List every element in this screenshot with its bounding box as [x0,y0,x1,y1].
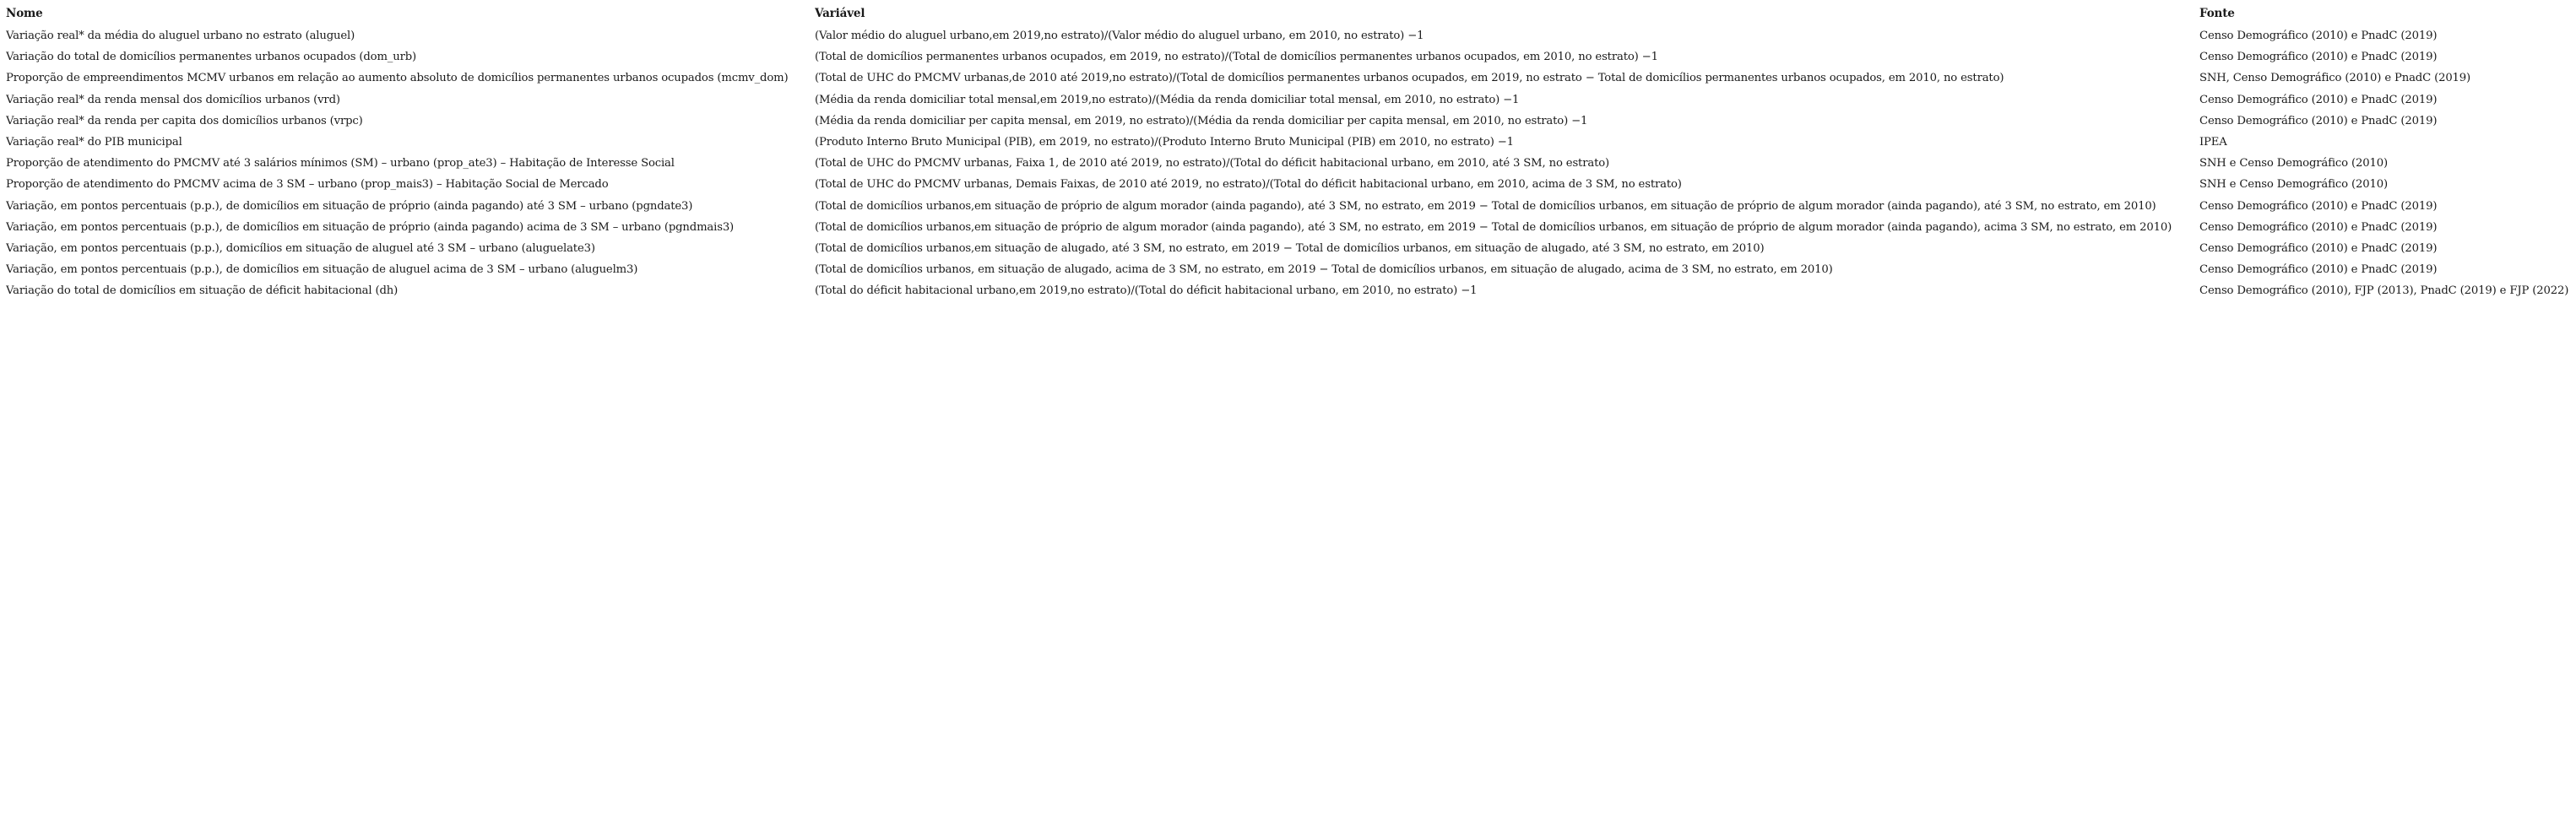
cell-variavel: (Valor médio do aluguel urbano,em 2019,no estrato)/(Valor médio do aluguel urbano, em 2010, no estrato) −1 [815,30,1424,42]
cell-fonte: Censo Demográfico (2010), FJP (2013), PnadC (2019) e FJP (2022) [2199,284,2569,298]
cell-fonte: Censo Demográfico (2010) e PnadC (2019) [2199,242,2438,256]
header-nome: Nome [6,7,43,20]
cell-fonte: Censo Demográfico (2010) e PnadC (2019) [2199,51,2438,64]
cell-variavel: (Produto Interno Bruto Municipal (PIB), em 2019, no estrato)/(Produto Interno Bruto Municipal (PIB) em 2010, no estrato) −1 [815,136,1514,149]
table-row [6,217,2573,238]
cell-nome: Variação, em pontos percentuais (p.p.), de domicílios em situação de próprio (ainda pagando) acima de 3 SM – urbano (pgndmais3) [6,220,735,234]
cell-nome: Proporção de empreendimentos MCMV urbanos em relação ao aumento absoluto de domicílios permanentes urbanos ocupados (mcmv_dom) [6,72,789,85]
cell-fonte: Censo Demográfico (2010) e PnadC (2019) [2199,114,2438,127]
table-row [6,89,2573,111]
cell-fonte: Censo Demográfico (2010) e PnadC (2019) [2199,30,2438,42]
cell-variavel: (Total de UHC do PMCMV urbanas,de 2010 até 2019,no estrato)/(Total de domicílios permanentes urbanos ocupados, em 2019, no estrato − Total de domicílios permanentes urbanos ocupados, em 2010, no estrato) [815,72,2004,85]
cell-fonte: Censo Demográfico (2010) e PnadC (2019) [2199,93,2438,106]
cell-nome: Variação, em pontos percentuais (p.p.), de domicílios em situação de aluguel acima de 3 SM – urbano (aluguelm3) [6,263,638,277]
table-row [6,174,2573,195]
table-row [6,25,2573,46]
table-row [6,132,2573,153]
cell-variavel: (Média da renda domiciliar total mensal,em 2019,no estrato)/(Média da renda domiciliar total mensal, em 2010, no estrato) −1 [815,93,1520,106]
table-row [6,46,2573,68]
header-variavel: Variável [815,7,865,20]
table-header-row [6,5,2573,25]
variables-table [6,5,2573,302]
table-row [6,153,2573,174]
cell-fonte: Censo Demográfico (2010) e PnadC (2019) [2199,220,2438,234]
table-row [6,259,2573,280]
header-fonte: Fonte [2199,7,2235,20]
table-row [6,238,2573,259]
cell-fonte: IPEA [2199,136,2227,149]
table-row [6,280,2573,301]
table-row [6,68,2573,89]
cell-nome: Variação real* do PIB municipal [6,136,182,149]
cell-variavel: (Total de domicílios urbanos,em situação de próprio de algum morador (ainda pagando), até 3 SM, no estrato, em 2019 − Total de domicílios urbanos, em situação de próprio de algum morador (ainda pagando), até 3 SM, no estrato, em 2010) [815,199,2156,213]
cell-fonte: Censo Demográfico (2010) e PnadC (2019) [2199,263,2438,277]
cell-fonte: SNH e Censo Demográfico (2010) [2199,178,2388,192]
cell-variavel: (Média da renda domiciliar per capita mensal, em 2019, no estrato)/(Média da renda domiciliar per capita mensal, em 2010, no estrato) −1 [815,114,1588,127]
cell-nome: Variação do total de domicílios permanentes urbanos ocupados (dom_urb) [6,51,417,64]
cell-fonte: Censo Demográfico (2010) e PnadC (2019) [2199,199,2438,213]
cell-nome: Variação real* da renda per capita dos domicílios urbanos (vrpc) [6,114,363,127]
cell-fonte: SNH e Censo Demográfico (2010) [2199,157,2388,170]
cell-nome: Variação, em pontos percentuais (p.p.), domicílios em situação de aluguel até 3 SM – urbano (aluguelate3) [6,242,595,256]
cell-nome: Variação real* da renda mensal dos domicílios urbanos (vrd) [6,93,340,106]
document-page [6,5,2573,302]
cell-variavel: (Total de domicílios urbanos, em situação de alugado, acima de 3 SM, no estrato, em 2019 − Total de domicílios urbanos, em situação de alugado, acima de 3 SM, no estrato, em 2010) [815,263,1833,277]
cell-variavel: (Total do déficit habitacional urbano,em 2019,no estrato)/(Total do déficit habitacional urbano, em 2010, no estrato) −1 [815,284,1478,298]
cell-variavel: (Total de UHC do PMCMV urbanas, Faixa 1, de 2010 até 2019, no estrato)/(Total do déficit habitacional urbano, em 2010, até 3 SM, no estrato) [815,157,1610,170]
cell-fonte: SNH, Censo Demográfico (2010) e PnadC (2019) [2199,72,2471,85]
cell-nome: Variação do total de domicílios em situação de déficit habitacional (dh) [6,284,399,298]
table-row [6,196,2573,217]
cell-variavel: (Total de UHC do PMCMV urbanas, Demais Faixas, de 2010 até 2019, no estrato)/(Total do déficit habitacional urbano, em 2010, acima de 3 SM, no estrato) [815,178,1682,192]
cell-nome: Proporção de atendimento do PMCMV acima de 3 SM – urbano (prop_mais3) – Habitação Social de Mercado [6,178,609,192]
cell-variavel: (Total de domicílios urbanos,em situação de próprio de algum morador (ainda pagando), até 3 SM, no estrato, em 2019 − Total de domicílios urbanos, em situação de próprio de algum morador (ainda pagando), acima 3 SM, no estrato, em 2010) [815,220,2172,234]
table-row [6,111,2573,132]
cell-nome: Proporção de atendimento do PMCMV até 3 salários mínimos (SM) – urbano (prop_ate3) – Habitação de Interesse Social [6,157,675,170]
cell-variavel: (Total de domicílios urbanos,em situação de alugado, até 3 SM, no estrato, em 2019 − Total de domicílios urbanos, em situação de alugado, até 3 SM, no estrato, em 2010) [815,242,1765,256]
cell-nome: Variação real* da média do aluguel urbano no estrato (aluguel) [6,30,355,42]
cell-nome: Variação, em pontos percentuais (p.p.), de domicílios em situação de próprio (ainda pagando) até 3 SM – urbano (pgndate3) [6,199,693,213]
cell-variavel: (Total de domicílios permanentes urbanos ocupados, em 2019, no estrato)/(Total de domicílios permanentes urbanos ocupados, em 2010, no estrato) −1 [815,51,1658,64]
